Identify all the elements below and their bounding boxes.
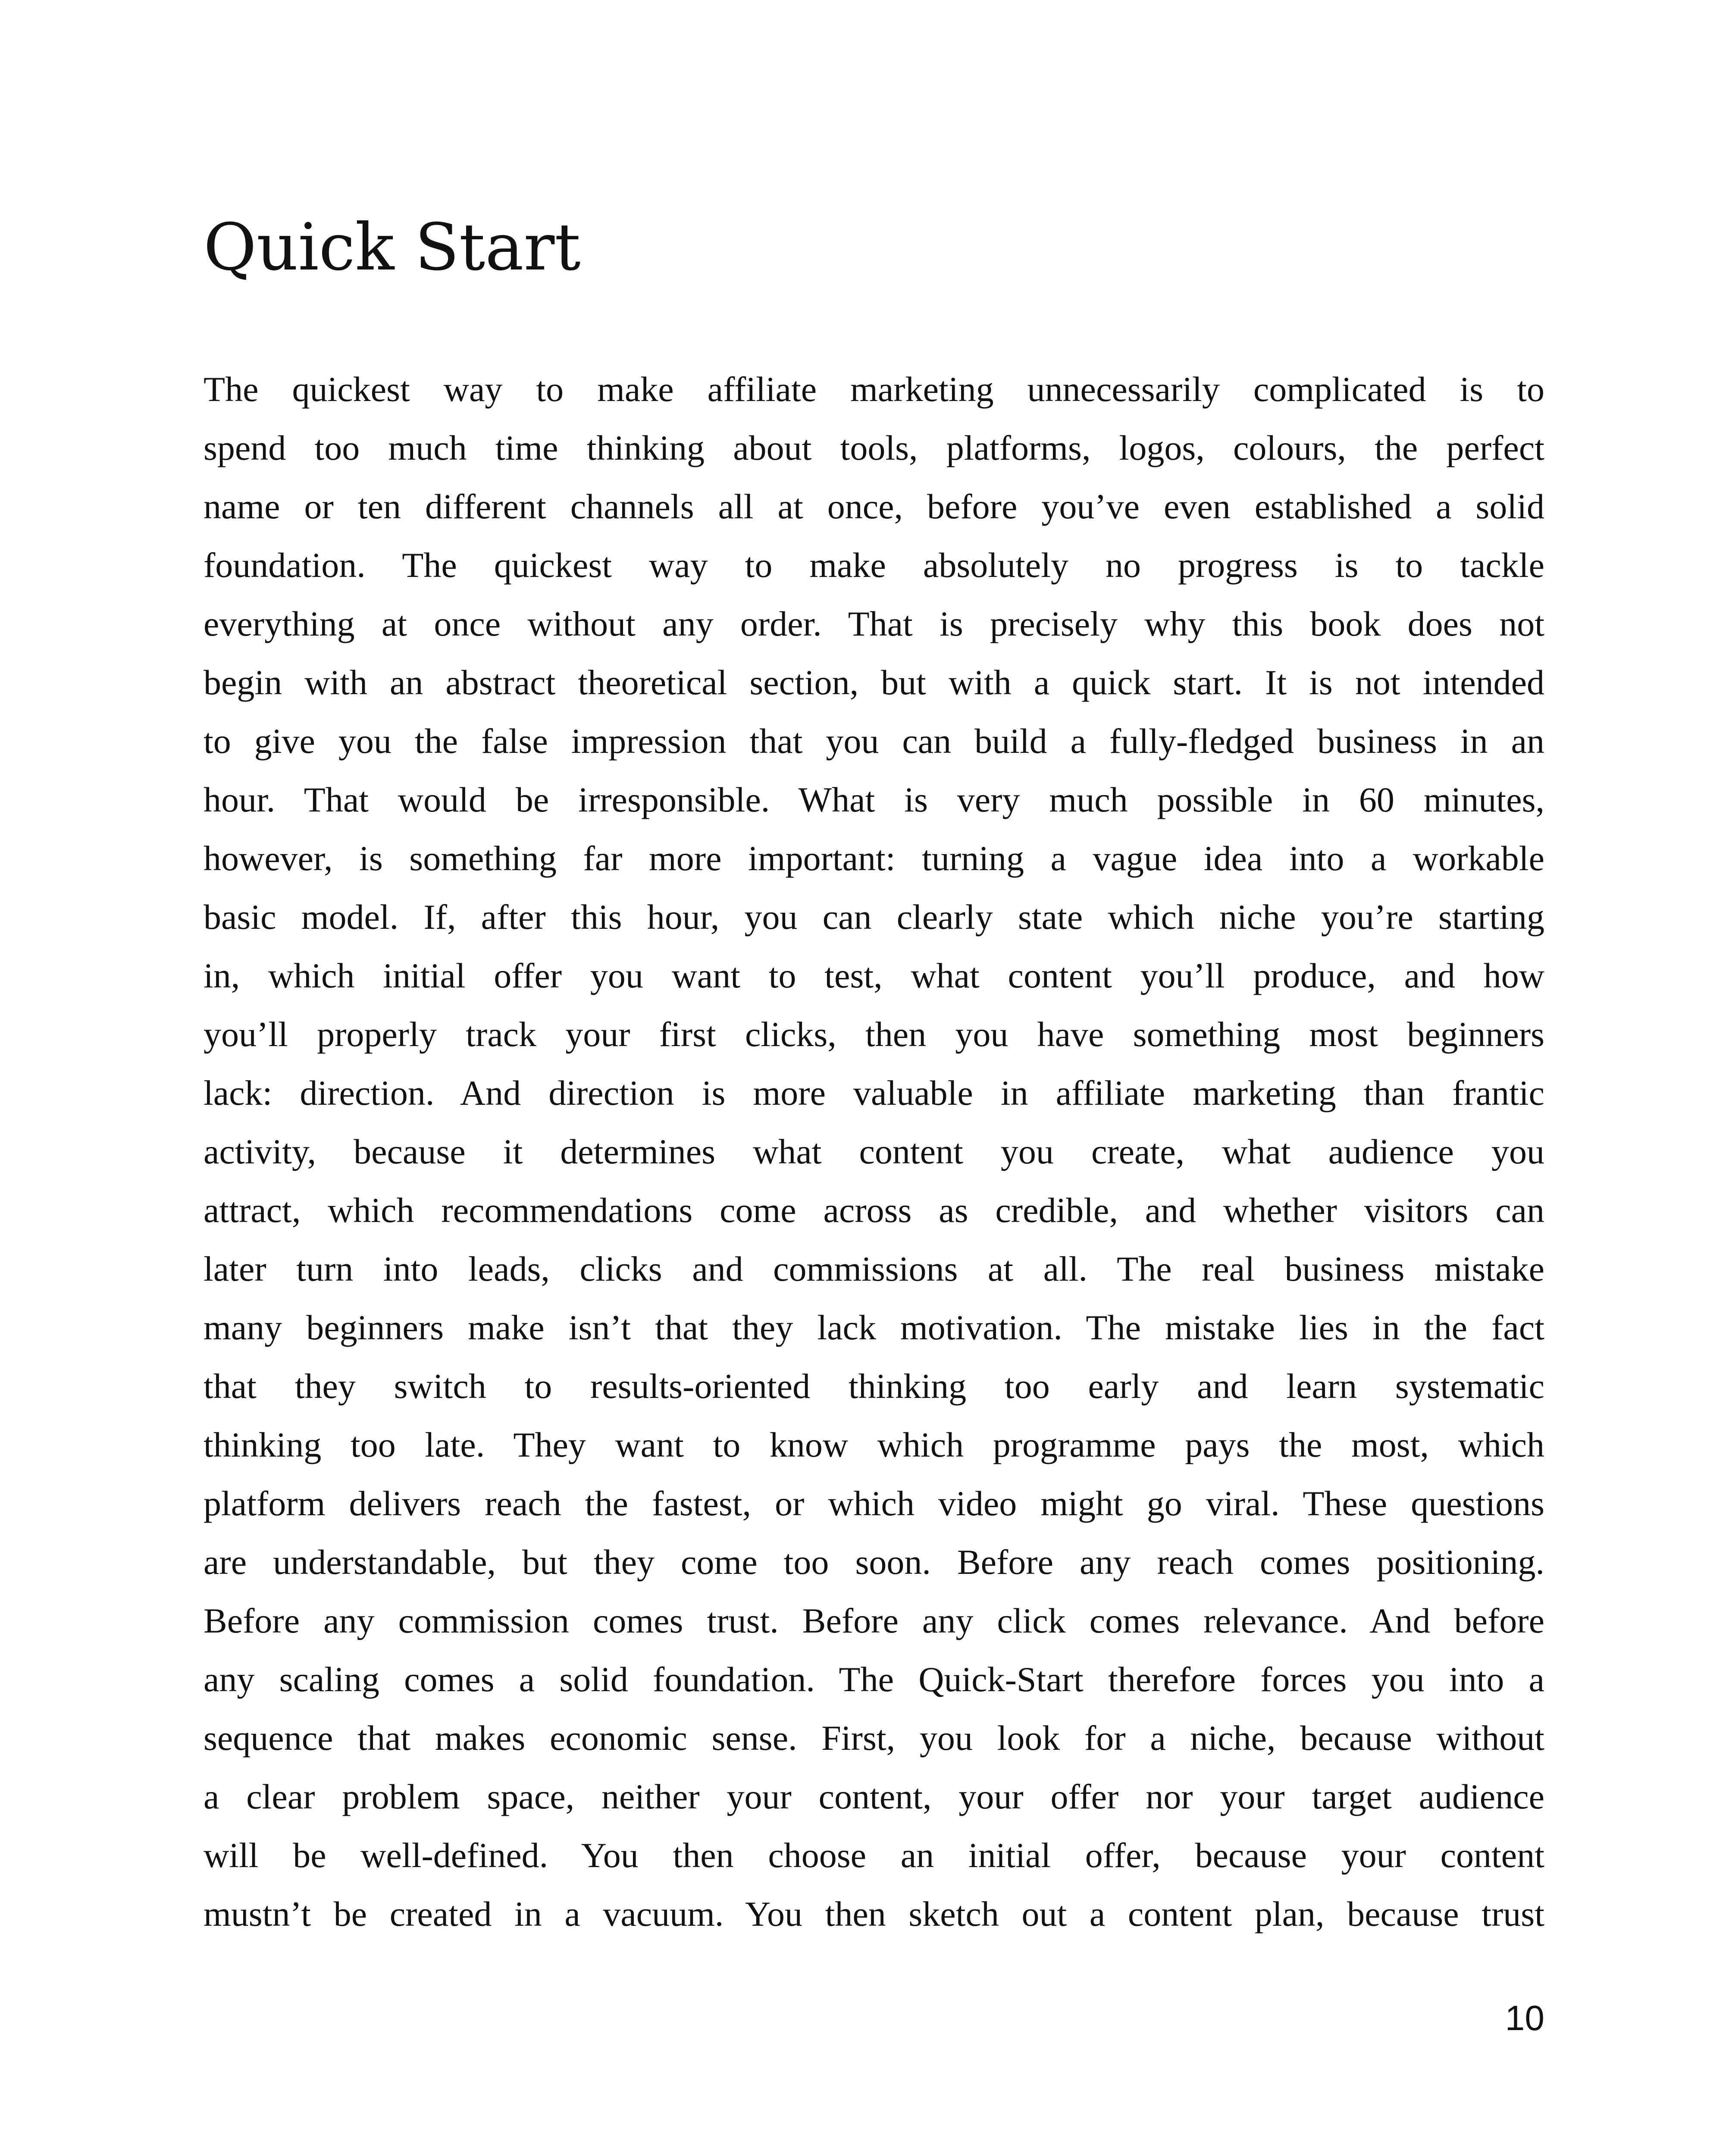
text-line: will be well-defined. You then choose an initial offer, because your content: [204, 1836, 1544, 1875]
text-line: however, is something far more important: turning a vague idea into a workable: [204, 839, 1544, 878]
text-line: foundation. The quickest way to make absolutely no progress is to tackle: [204, 545, 1544, 585]
text-line: mustn’t be created in a vacuum. You then sketch out a content plan, because trust: [204, 1894, 1544, 1934]
page-number: 10: [1505, 1999, 1544, 2038]
text-line: hour. That would be irresponsible. What is very much possible in 60 minutes,: [204, 780, 1544, 819]
text-line: any scaling comes a solid foundation. The Quick-Start therefore forces you into a: [204, 1660, 1544, 1699]
text-line: in, which initial offer you want to test, what content you’ll produce, and how: [204, 956, 1544, 995]
body-paragraph: [204, 360, 1544, 1943]
text-line: The quickest way to make affiliate marketing unnecessarily complicated is to: [204, 370, 1544, 409]
text-line: begin with an abstract theoretical section, but with a quick start. It is not intended: [204, 663, 1544, 702]
text-line: attract, which recommendations come across as credible, and whether visitors can: [204, 1191, 1544, 1230]
text-line: a clear problem space, neither your content, your offer nor your target audience: [204, 1777, 1544, 1816]
text-line: basic model. If, after this hour, you can clearly state which niche you’re starting: [204, 897, 1544, 937]
chapter-title: Quick Start: [204, 210, 581, 285]
text-line: activity, because it determines what content you create, what audience you: [204, 1132, 1544, 1171]
text-line: that they switch to results-oriented thinking too early and learn systematic: [204, 1366, 1544, 1406]
text-line: you’ll properly track your first clicks, then you have something most beginners: [204, 1015, 1544, 1054]
text-line: spend too much time thinking about tools, platforms, logos, colours, the perfect: [204, 428, 1544, 467]
text-line: to give you the false impression that you can build a fully-fledged business in an: [204, 721, 1544, 761]
text-line: platform delivers reach the fastest, or which video might go viral. These questions: [204, 1484, 1544, 1523]
text-line: many beginners make isn’t that they lack motivation. The mistake lies in the fact: [204, 1308, 1544, 1347]
text-line: later turn into leads, clicks and commissions at all. The real business mistake: [204, 1249, 1544, 1288]
text-line: sequence that makes economic sense. First, you look for a niche, because without: [204, 1718, 1544, 1758]
text-line: are understandable, but they come too soon. Before any reach comes positioning.: [204, 1542, 1544, 1582]
text-line: lack: direction. And direction is more valuable in affiliate marketing than frantic: [204, 1073, 1544, 1112]
text-line: Before any commission comes trust. Before any click comes relevance. And before: [204, 1601, 1544, 1640]
text-line: thinking too late. They want to know which programme pays the most, which: [204, 1425, 1544, 1464]
text-line: name or ten different channels all at once, before you’ve even established a solid: [204, 487, 1544, 526]
text-line: everything at once without any order. That is precisely why this book does not: [204, 604, 1544, 643]
